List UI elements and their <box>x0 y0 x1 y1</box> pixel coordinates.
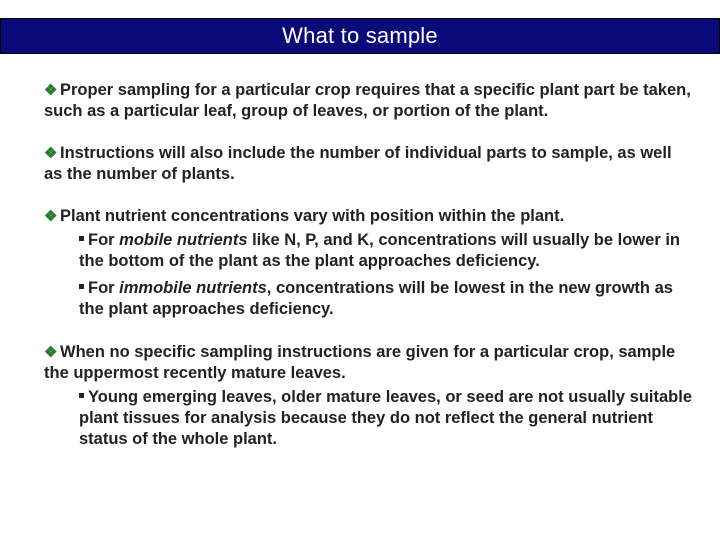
bullet-item <box>44 80 694 122</box>
sub-bullet-emphasis: immobile nutrients <box>119 279 267 297</box>
small-square-icon <box>79 393 84 398</box>
four-leaf-diamond-icon: ❖ <box>44 344 58 361</box>
bullet-text: Instructions will also include the number of individual parts to sample, as well as the number of plants. <box>44 144 672 183</box>
slide-title: What to sample <box>282 23 438 48</box>
bullet-item <box>44 342 694 450</box>
sub-bullet-prefix: For <box>88 279 120 297</box>
four-leaf-diamond-icon: ❖ <box>44 208 58 225</box>
sub-bullet-text: , concentrations will be lowest in the new growth as the plant approaches deficiency. <box>79 279 673 318</box>
slide-content <box>44 80 694 450</box>
bullet-text: Plant nutrient concentrations vary with position within the plant. <box>60 207 565 225</box>
small-square-icon <box>79 236 84 241</box>
four-leaf-diamond-icon: ❖ <box>44 145 58 162</box>
bullet-item <box>44 143 694 185</box>
small-square-icon <box>79 284 84 289</box>
sub-bullet-emphasis: mobile nutrients <box>119 231 248 249</box>
sub-bullet-text: Young emerging leaves, older mature leaves, or seed are not usually suitable plant tissues for analysis because they do not reflect the general nutrient status of the whole plant. <box>79 388 692 448</box>
slide-title-bar <box>0 18 720 54</box>
sub-bullet-item <box>79 387 694 450</box>
sub-bullet-item <box>79 230 694 272</box>
sub-bullet-prefix: For <box>88 231 120 249</box>
bullet-text: Proper sampling for a particular crop requires that a specific plant part be taken, such as a particular leaf, group of leaves, or portion of the plant. <box>44 81 691 120</box>
sub-bullet-item <box>79 278 694 320</box>
four-leaf-diamond-icon: ❖ <box>44 82 58 99</box>
bullet-text: When no specific sampling instructions are given for a particular crop, sample the uppermost recently mature leaves. <box>44 343 676 382</box>
bullet-item <box>44 206 694 320</box>
sub-bullet-text: like N, P, and K, concentrations will usually be lower in the bottom of the plant as the plant approaches deficiency. <box>79 231 680 270</box>
